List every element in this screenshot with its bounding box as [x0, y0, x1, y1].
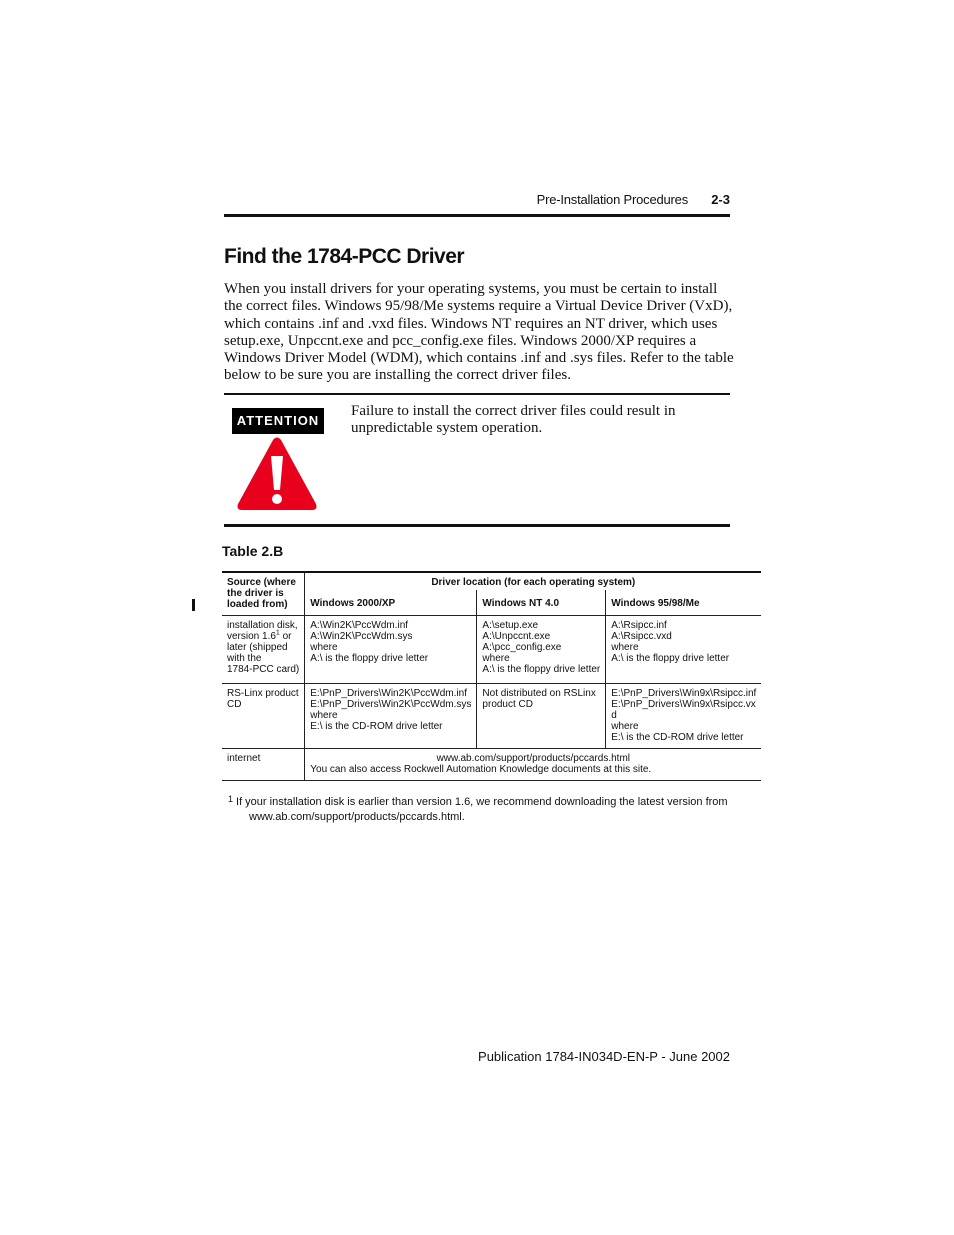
footnote — [228, 795, 728, 825]
table-row — [222, 749, 761, 781]
publication-line: Publication 1784-IN034D-EN-P - June 2002 — [478, 1049, 730, 1064]
nt-cell: Not distributed on RSLinx product CD — [477, 684, 606, 749]
intro-line: Windows Driver Model (WDM), which contains .inf and .sys files. Refer to the table — [224, 350, 734, 367]
footnote-ref: 1 — [275, 629, 280, 637]
header-source: Source (where the driver is loaded from) — [222, 572, 305, 616]
driver-location-table — [222, 571, 761, 781]
header-nt: Windows NT 4.0 — [477, 590, 606, 615]
intro-paragraph — [224, 281, 734, 385]
footnote-line: www.ab.com/support/products/pccards.html. — [249, 811, 465, 823]
intro-line: which contains .inf and .vxd files. Windows NT requires an NT driver, which uses — [224, 315, 718, 332]
header-rule — [224, 214, 730, 217]
header-win9x: Windows 95/98/Me — [606, 590, 762, 615]
attention-rule-top — [224, 393, 730, 395]
table-caption: Table 2.B — [222, 543, 284, 559]
section-title: Pre-Installation Procedures — [536, 192, 688, 207]
win2000-cell: A:\Win2K\PccWdm.inf A:\Win2K\PccWdm.sys where A:\ is the floppy drive letter — [305, 616, 477, 684]
warning-triangle-icon — [236, 436, 318, 512]
attention-line: unpredictable system operation. — [351, 420, 543, 437]
attention-text — [351, 403, 721, 438]
footnote-mark: 1 — [228, 794, 234, 804]
page-number: 2-3 — [711, 192, 730, 207]
nt-cell: A:\setup.exe A:\Unpccnt.exe A:\pcc_config.exe where A:\ is the floppy drive letter — [477, 616, 606, 684]
attention-badge: ATTENTION — [232, 408, 324, 434]
intro-line: below to be sure you are installing the correct driver files. — [224, 367, 571, 384]
intro-line: When you install drivers for your operating systems, you must be certain to install — [224, 281, 718, 297]
win9x-cell: E:\PnP_Drivers\Win9x\Rsipcc.inf E:\PnP_Drivers\Win9x\Rsipcc.vx d where E:\ is the CD-ROM drive letter — [606, 684, 762, 749]
attention-rule-bottom — [224, 524, 730, 527]
source-cell: installation disk, version $1.6^1$ or later (shipped with the 1784-PCC card) — [222, 616, 305, 684]
change-bar — [192, 599, 195, 611]
win2000-cell: E:\PnP_Drivers\Win2K\PccWdm.inf E:\PnP_Drivers\Win2K\PccWdm.sys where E:\ is the CD-ROM drive letter — [305, 684, 477, 749]
table-row — [222, 684, 761, 749]
intro-line: the correct files. Windows 95/98/Me systems require a Virtual Device Driver (VxD), — [224, 298, 733, 315]
page-title: Find the 1784-PCC Driver — [224, 245, 465, 268]
header-group: Driver location (for each operating system) — [305, 572, 762, 590]
attention-line: Failure to install the correct driver files could result in — [351, 403, 676, 419]
running-header — [224, 192, 730, 210]
win9x-cell: A:\Rsipcc.inf A:\Rsipcc.vxd where A:\ is the floppy drive letter — [606, 616, 762, 684]
source-cell: RS-Linx product CD — [222, 684, 305, 749]
intro-line: setup.exe, Unpccnt.exe and pcc_config.exe files. Windows 2000/XP requires a — [224, 332, 697, 349]
source-cell: internet — [222, 749, 305, 781]
header-win2000: Windows 2000/XP — [305, 590, 477, 615]
table-header-row — [222, 572, 761, 590]
internet-cell: www.ab.com/support/products/pccards.html You can also access Rockwell Automation Knowledge documents at this site. — [305, 749, 762, 781]
footnote-line: If your installation disk is earlier than version 1.6, we recommend downloading the latest version from — [236, 796, 728, 808]
table-row — [222, 616, 761, 684]
